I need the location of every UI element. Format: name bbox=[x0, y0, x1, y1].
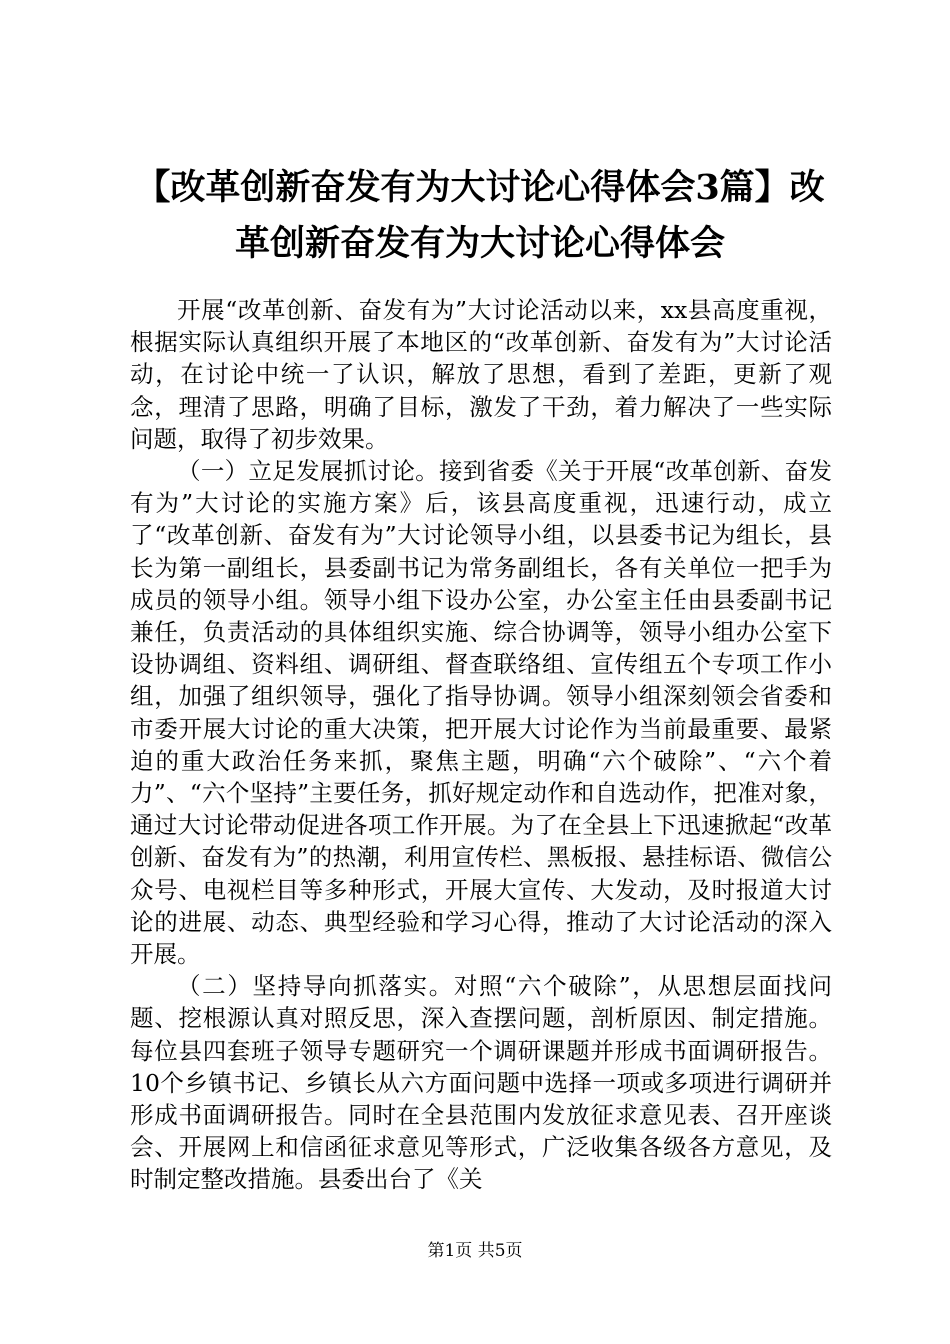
page-footer: 第1页 共5页 bbox=[427, 1241, 523, 1261]
paragraph-section-1: （一）立足发展抓讨论。接到省委《关于开展“改革创新、奋发有为”大讨论的实施方案》后，该县高度重视，迅速行动，成立了“改革创新、奋发有为”大讨论领导小组，以县委书记为组长，县长为第一副组长，县委副书记为常务副组长，各有关单位一把手为成员的领导小组。领导小组下设办公室，办公室主任由县委副书记兼任，负责活动的具体组织实施、综合协调等，领导小组办公室下设协调组、资料组、调研组、督查联络组、宣传组五个专项工作小组，加强了组织领导，强化了指导协调。领导小组深刻领会省委和市委开展大讨论的重大决策，把开展大讨论作为当前最重要、最紧迫的重大政治任务来抓，聚焦主题，明确“六个破除”、“六个着力”、“六个坚持”主要任务，抓好规定动作和自选动作，把准对象，通过大讨论带动促进各项工作开展。为了在全县上下迅速掀起“改革创新、奋发有为”的热潮，利用宣传栏、黑板报、悬挂标语、微信公众号、电视栏目等多种形式，开展大宣传、大发动，及时报道大讨论的进展、动态、典型经验和学习心得，推动了大讨论活动的深入开展。 bbox=[130, 457, 832, 969]
document-body bbox=[130, 294, 832, 1196]
paragraph-section-2: （二）坚持导向抓落实。对照“六个破除”，从思想层面找问题、挖根源认真对照反思，深入查摆问题，剖析原因、制定措施。每位县四套班子领导专题研究一个调研课题并形成书面调研报告。10个乡镇书记、乡镇长从六方面问题中选择一项或多项进行调研并形成书面调研报告。同时在全县范围内发放征求意见表、召开座谈会、开展网上和信函征求意见等形式，广泛收集各级各方意见，及时制定整改措施。县委出台了《关 bbox=[130, 972, 832, 1194]
document-title: 【改革创新奋发有为大讨论心得体会3篇】改革创新奋发有为大讨论心得体会 bbox=[135, 167, 825, 264]
paragraph-intro: 开展“改革创新、奋发有为”大讨论活动以来，xx县高度重视，根据实际认真组织开展了本地区的“改革创新、奋发有为”大讨论活动，在讨论中统一了认识，解放了思想，看到了差距，更新了观念，理清了思路，明确了目标，激发了干劲，着力解决了一些实际问题，取得了初步效果。 bbox=[130, 296, 832, 453]
